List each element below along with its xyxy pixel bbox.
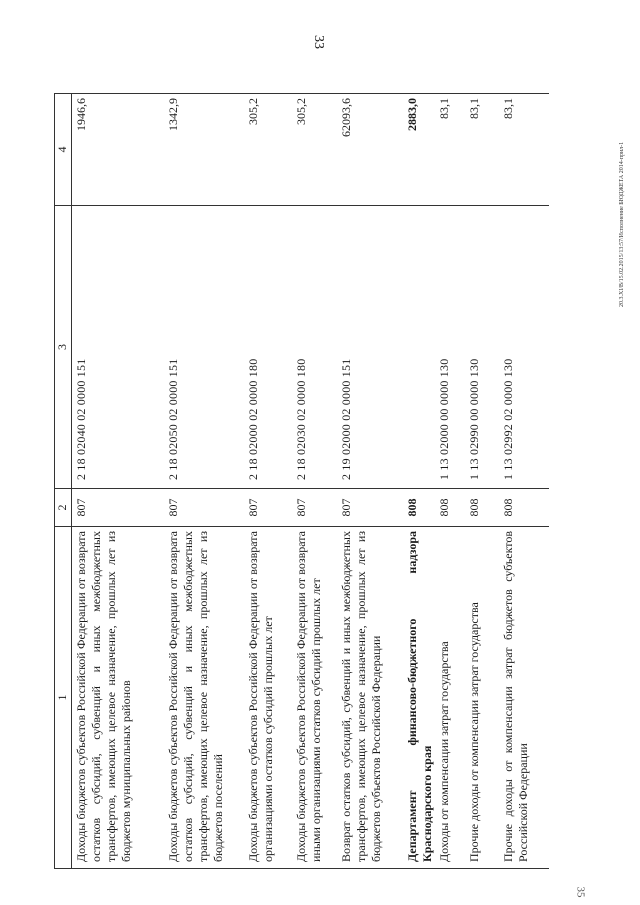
- row-admin-code: 808: [435, 489, 465, 527]
- table-row: [244, 94, 292, 869]
- row-amount: 305,2: [244, 94, 292, 206]
- table-row: [337, 94, 403, 869]
- row-admin-code: 808: [403, 489, 435, 527]
- header-col-4: 4: [55, 94, 72, 206]
- row-admin-code: 808: [465, 489, 499, 527]
- table-row: [465, 94, 499, 869]
- rotated-table-container: [54, 94, 588, 869]
- row-budget-code: 1 13 02000 00 0000 130: [435, 206, 465, 489]
- row-admin-code: 807: [337, 489, 403, 527]
- corner-number: 35: [574, 886, 587, 898]
- revenue-table: [54, 93, 549, 869]
- footer-code: 20.3.XI/В/15.02.2015/13:57/Исполнение БЮДЖЕТА 2014-прил-1: [619, 141, 625, 307]
- row-amount: 1342,9: [164, 94, 244, 206]
- row-name: Доходы бюджетов субъектов Российской Федерации от возврата остатков субсидий, субвенций и иных межбюджетных трансфертов, имеющих целевое назначение, прошлых лет из бюджетов муниципальных районов: [72, 527, 164, 869]
- table-row: [72, 94, 164, 869]
- row-amount: 2883,0: [403, 94, 435, 206]
- row-budget-code: 2 18 02040 02 0000 151: [72, 206, 164, 489]
- row-budget-code: 1 13 02990 00 0000 130: [465, 206, 499, 489]
- row-budget-code: 1 13 02992 02 0000 130: [499, 206, 549, 489]
- table-header-row: [55, 94, 72, 869]
- row-amount: 83,1: [435, 94, 465, 206]
- row-budget-code: 2 19 02000 02 0000 151: [337, 206, 403, 489]
- row-name: Доходы бюджетов субъектов Российской Федерации от возврата остатков субсидий, субвенций и иных межбюджетных трансфертов, имеющих целевое назначение, прошлых лет из бюджетов поселений: [164, 527, 244, 869]
- table-row: [164, 94, 244, 869]
- row-amount: 1946,6: [72, 94, 164, 206]
- row-name: Возврат остатков субсидий, субвенций и иных межбюджетных трансфертов, имеющих целевое назначение, прошлых лет из бюджетов субъектов Российской Федерации: [337, 527, 403, 869]
- row-admin-code: 808: [499, 489, 549, 527]
- table-row: [292, 94, 337, 869]
- header-col-3: 3: [55, 206, 72, 489]
- row-amount: 305,2: [292, 94, 337, 206]
- row-amount: 83,1: [499, 94, 549, 206]
- table-row-department: [403, 94, 435, 869]
- header-col-1: 1: [55, 527, 72, 869]
- table-row: [435, 94, 465, 869]
- row-name: Прочие доходы от компенсации затрат государства: [465, 527, 499, 869]
- row-budget-code: 2 18 02000 02 0000 180: [244, 206, 292, 489]
- header-col-2: 2: [55, 489, 72, 527]
- row-admin-code: 807: [72, 489, 164, 527]
- table-row: [499, 94, 549, 869]
- row-budget-code: 2 18 02050 02 0000 151: [164, 206, 244, 489]
- row-budget-code: 2 18 02030 02 0000 180: [292, 206, 337, 489]
- row-admin-code: 807: [292, 489, 337, 527]
- row-name: Доходы бюджетов субъектов Российской Федерации от возврата организациями остатков субсидий прошлых лет: [244, 527, 292, 869]
- row-name: Доходы от компенсации затрат государства: [435, 527, 465, 869]
- row-admin-code: 807: [244, 489, 292, 527]
- row-amount: 83,1: [465, 94, 499, 206]
- row-budget-code: [403, 206, 435, 489]
- row-name: Прочие доходы от компенсации затрат бюджетов субъектов Российской Федерации: [499, 527, 549, 869]
- row-name: Доходы бюджетов субъектов Российской Федерации от возврата иными организациями остатков субсидий прошлых лет: [292, 527, 337, 869]
- row-amount: 62093,6: [337, 94, 403, 206]
- row-admin-code: 807: [164, 489, 244, 527]
- row-name: Департамент финансово-бюджетного надзора Краснодарского края: [403, 527, 435, 869]
- page-number: 33: [311, 35, 326, 49]
